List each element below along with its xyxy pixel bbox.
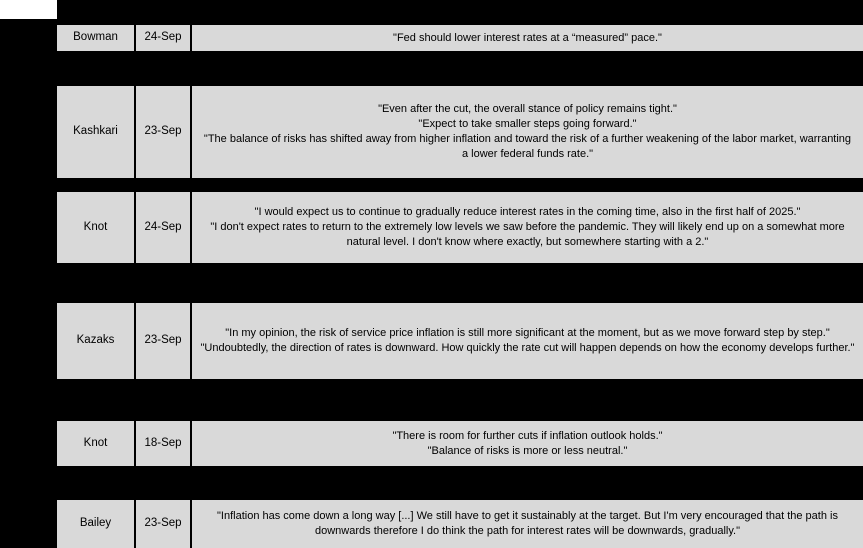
table-row[interactable] xyxy=(57,86,863,178)
quote-cell xyxy=(192,25,863,51)
quote-cell xyxy=(192,86,863,178)
quote-line: "Fed should lower interest rates at a “measured” pace." xyxy=(393,31,662,44)
quote-lines xyxy=(200,509,855,539)
row-spacer xyxy=(57,466,863,500)
table-row[interactable] xyxy=(57,500,863,548)
table-row[interactable] xyxy=(57,421,863,466)
quote-line: "Even after the cut, the overall stance of policy remains tight." xyxy=(378,103,677,116)
row-spacer xyxy=(57,263,863,303)
quote-lines xyxy=(201,326,855,356)
quote-line: "Undoubtedly, the direction of rates is downward. How quickly the rate cut will happen depends on how the economy develops further." xyxy=(200,342,855,354)
quote-line: "Expect to take smaller steps going forward." xyxy=(418,118,637,131)
speaker-cell: Kashkari xyxy=(57,86,134,178)
date-cell: 18-Sep xyxy=(136,421,190,466)
corner-white-block xyxy=(0,0,57,19)
quote-line: "Balance of risks is more or less neutral." xyxy=(427,444,628,457)
quote-line: "In my opinion, the risk of service price inflation is still more significant at the moment, but as we move forward step by step." xyxy=(225,327,830,340)
table-row[interactable] xyxy=(57,192,863,263)
quote-cell xyxy=(192,500,863,548)
quote-lines xyxy=(392,429,662,459)
speaker-cell: Bowman xyxy=(57,25,134,51)
quote-cell xyxy=(192,192,863,263)
speaker-cell: Knot xyxy=(57,421,134,466)
quote-cell xyxy=(192,303,863,379)
date-cell: 23-Sep xyxy=(136,303,190,379)
quote-line: "There is room for further cuts if inflation outlook holds." xyxy=(392,429,663,442)
quote-line: "I don't expect rates to return to the extremely low levels we saw before the pandemic. They will likely end up on a somewhat more natural level. I don't know where exactly, but somewhere starting with a 2." xyxy=(210,221,845,248)
quote-line: "The balance of risks has shifted away from higher inflation and toward the risk of a further weakening of the labor market, warranting a lower federal funds rate." xyxy=(203,133,852,160)
row-spacer xyxy=(57,379,863,421)
quotes-table xyxy=(57,0,863,548)
quote-lines xyxy=(200,102,855,161)
quote-lines xyxy=(200,205,855,250)
speaker-cell: Bailey xyxy=(57,500,134,548)
date-cell: 24-Sep xyxy=(136,192,190,263)
row-spacer xyxy=(57,178,863,192)
speaker-cell: Knot xyxy=(57,192,134,263)
table-row[interactable] xyxy=(57,25,863,51)
speaker-cell: Kazaks xyxy=(57,303,134,379)
row-spacer xyxy=(57,0,863,25)
table-row[interactable] xyxy=(57,303,863,379)
row-spacer xyxy=(57,51,863,86)
quote-line: "Inflation has come down a long way [...] We still have to get it sustainably at the target. But I'm very encouraged that the path is downwards therefore I do think the path for interest rates will be downwards, gradually." xyxy=(217,510,838,537)
quote-lines xyxy=(393,31,662,46)
quote-cell xyxy=(192,421,863,466)
date-cell: 23-Sep xyxy=(136,86,190,178)
date-cell: 23-Sep xyxy=(136,500,190,548)
quote-line: "I would expect us to continue to gradually reduce interest rates in the coming time, also in the first half of 2025." xyxy=(254,206,801,219)
date-cell: 24-Sep xyxy=(136,25,190,51)
